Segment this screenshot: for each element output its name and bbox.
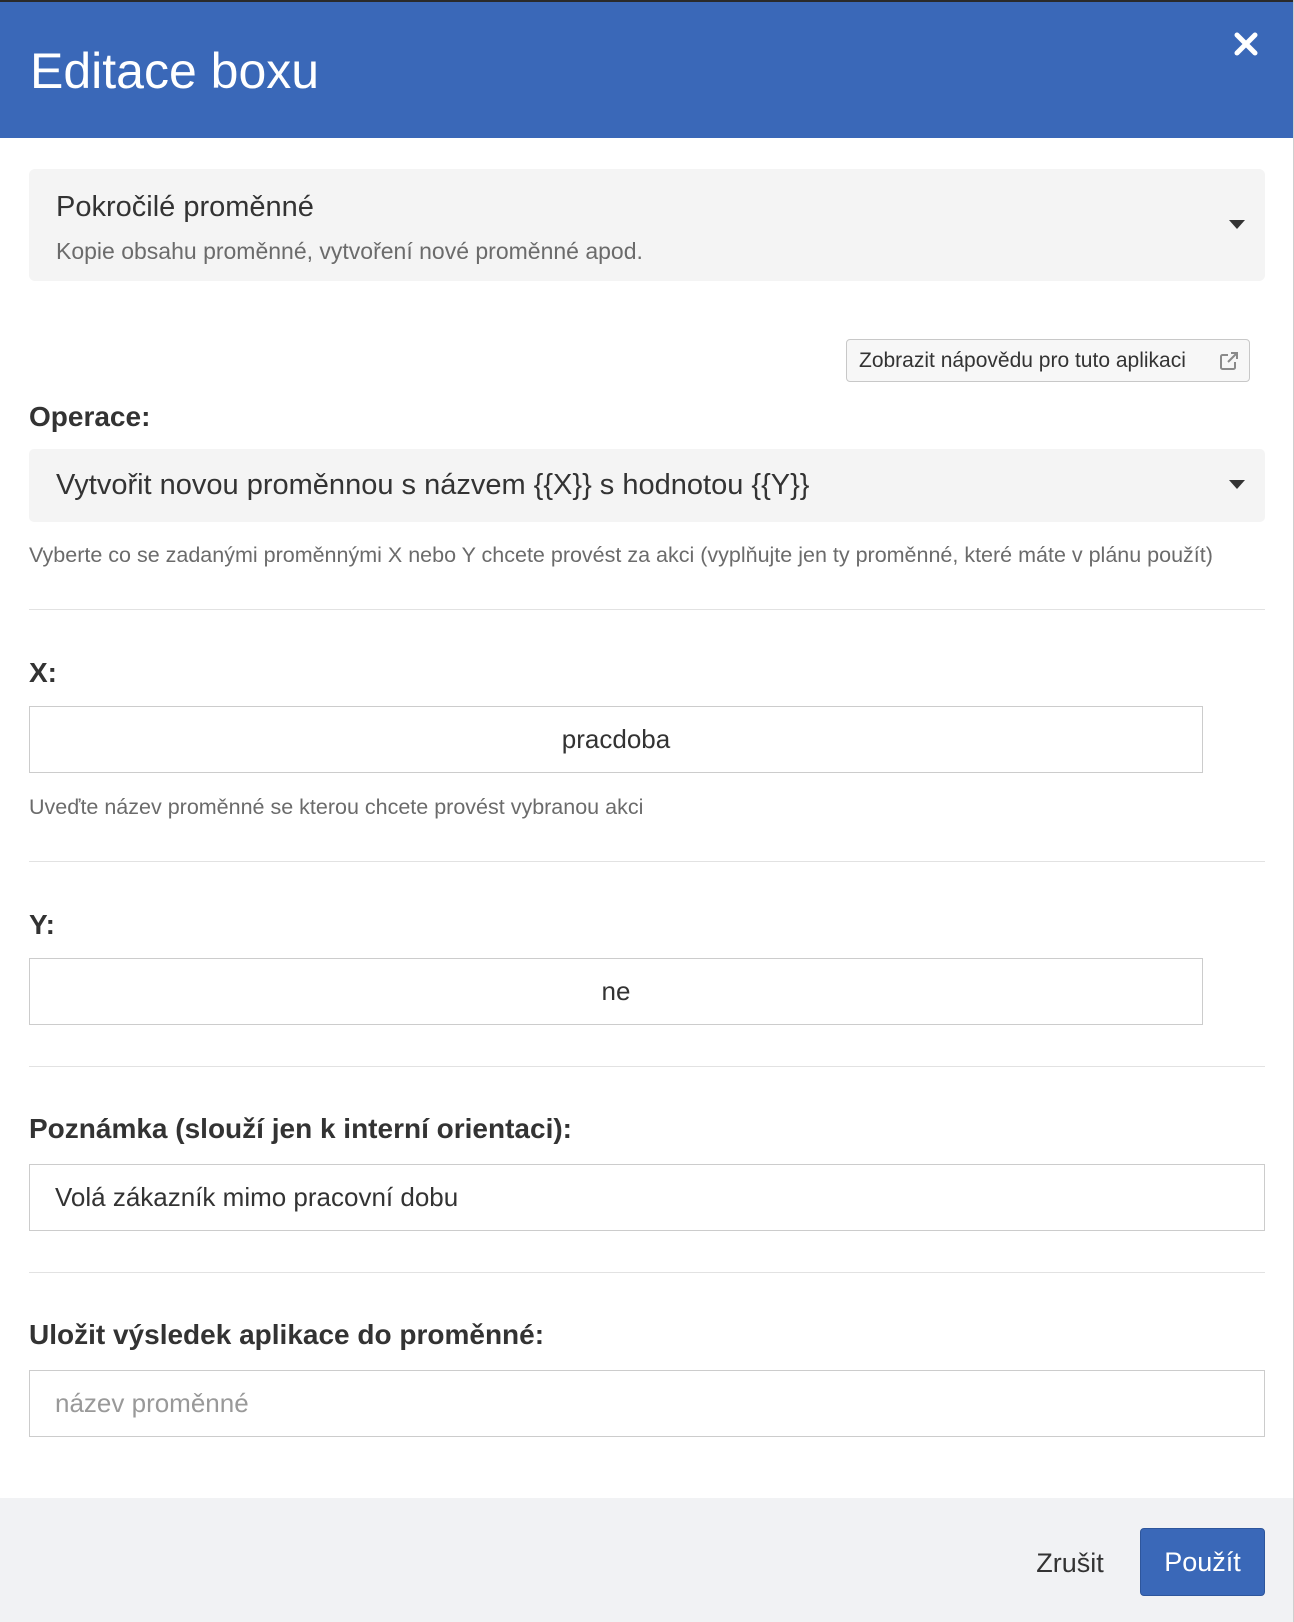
divider <box>29 861 1265 862</box>
show-help-button[interactable] <box>846 339 1250 382</box>
caret-down-icon <box>1229 480 1245 489</box>
modal-footer <box>0 1498 1294 1622</box>
close-icon <box>1230 28 1262 60</box>
close-button[interactable] <box>1230 28 1262 60</box>
divider <box>29 609 1265 610</box>
modal-title: Editace boxu <box>30 43 320 99</box>
application-select-title: Pokročilé proměnné <box>56 191 314 223</box>
x-label: X: <box>29 657 57 688</box>
result-variable-label: Uložit výsledek aplikace do proměnné: <box>29 1319 545 1350</box>
divider <box>29 1272 1265 1273</box>
apply-button[interactable]: Použít <box>1140 1528 1265 1596</box>
show-help-button-label: Zobrazit nápovědu pro tuto aplikaci <box>859 349 1186 372</box>
application-select-description: Kopie obsahu proměnné, vytvoření nové proměnné apod. <box>56 238 643 264</box>
application-select[interactable] <box>29 169 1265 281</box>
x-hint: Uveďte název proměnné se kterou chcete provést vybranou akci <box>29 795 644 819</box>
caret-down-icon <box>1229 220 1245 229</box>
note-input[interactable] <box>29 1164 1265 1231</box>
y-input[interactable] <box>29 958 1203 1025</box>
cancel-button[interactable]: Zrušit <box>1020 1530 1120 1596</box>
note-label: Poznámka (slouží jen k interní orientaci): <box>29 1113 572 1144</box>
divider <box>29 1066 1265 1067</box>
operation-hint: Vyberte co se zadanými proměnnými X nebo Y chcete provést za akci (vyplňujte jen ty proměnné, které máte v plánu použít) <box>29 543 1213 567</box>
operation-select[interactable] <box>29 449 1265 522</box>
operation-label: Operace: <box>29 401 151 432</box>
x-input[interactable] <box>29 706 1203 773</box>
modal-header <box>0 0 1294 138</box>
result-variable-input[interactable] <box>29 1370 1265 1437</box>
y-label: Y: <box>29 909 55 940</box>
operation-select-value: Vytvořit novou proměnnou s názvem {{X}} s hodnotou {{Y}} <box>56 469 810 501</box>
external-link-icon <box>1219 351 1239 371</box>
